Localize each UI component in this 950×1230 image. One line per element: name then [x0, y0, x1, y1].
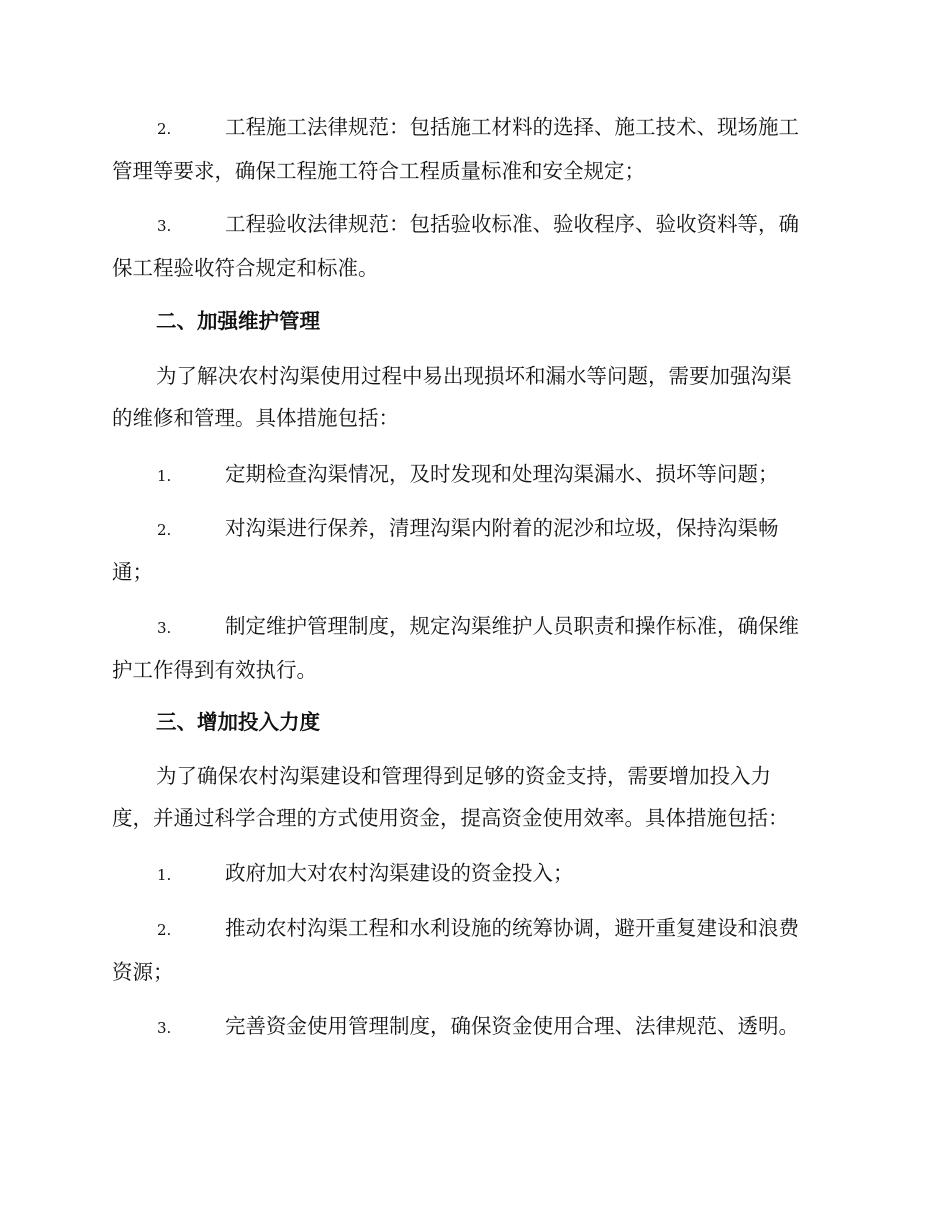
- list-item-text: 工程验收法律规范：包括验收标准、验收程序、验收资料等，确: [225, 212, 799, 236]
- list-item-continuation: 护工作得到有效执行。: [112, 658, 317, 682]
- intro-line: 的维修和管理。具体措施包括：: [112, 406, 399, 430]
- list-item-number: 3.: [157, 1019, 172, 1037]
- list-item-text: 完善资金使用管理制度，确保资金使用合理、法律规范、透明。: [225, 1014, 799, 1038]
- list-item-number: 3.: [157, 217, 172, 235]
- list-item-number: 2.: [157, 521, 172, 539]
- intro-line: 为了解决农村沟渠使用过程中易出现损坏和漏水等问题，需要加强沟渠: [156, 364, 792, 388]
- list-item-text: 对沟渠进行保养，清理沟渠内附着的泥沙和垃圾，保持沟渠畅: [225, 516, 779, 540]
- list-item: [112, 453, 836, 497]
- list-item: [112, 507, 836, 593]
- list-item-continuation: 管理等要求，确保工程施工符合工程质量标准和安全规定；: [112, 159, 645, 183]
- section-heading: 三、增加投入力度: [156, 710, 320, 734]
- list-item-text: 政府加大对农村沟渠建设的资金投入；: [225, 861, 574, 885]
- list-item-continuation: 资源；: [112, 960, 174, 984]
- list-item-number: 1.: [157, 866, 172, 884]
- list-item: [112, 852, 836, 896]
- list-item: [112, 605, 836, 691]
- list-item-number: 2.: [157, 120, 172, 138]
- list-item: [112, 907, 836, 993]
- list-item-text: 制定维护管理制度，规定沟渠维护人员职责和操作标准，确保维: [225, 614, 799, 638]
- list-item-number: 2.: [157, 921, 172, 939]
- list-item-text: 定期检查沟渠情况，及时发现和处理沟渠漏水、损坏等问题；: [225, 462, 779, 486]
- list-item: [112, 106, 836, 192]
- list-item: [112, 1005, 836, 1049]
- list-item-number: 1.: [157, 467, 172, 485]
- list-item: [112, 203, 836, 289]
- intro-line: 为了确保农村沟渠建设和管理得到足够的资金支持，需要增加投入力: [156, 764, 771, 788]
- section-intro: [112, 755, 836, 839]
- list-item-text: 工程施工法律规范：包括施工材料的选择、施工技术、现场施工: [225, 115, 799, 139]
- list-item-continuation: 通；: [112, 560, 153, 584]
- section-heading: 二、加强维护管理: [156, 309, 320, 333]
- intro-line: 度，并通过科学合理的方式使用资金，提高资金使用效率。具体措施包括：: [112, 806, 789, 830]
- section-intro: [112, 355, 836, 439]
- list-item-number: 3.: [157, 619, 172, 637]
- list-item-text: 推动农村沟渠工程和水利设施的统筹协调，避开重复建设和浪费: [225, 916, 799, 940]
- list-item-continuation: 保工程验收符合规定和标准。: [112, 256, 379, 280]
